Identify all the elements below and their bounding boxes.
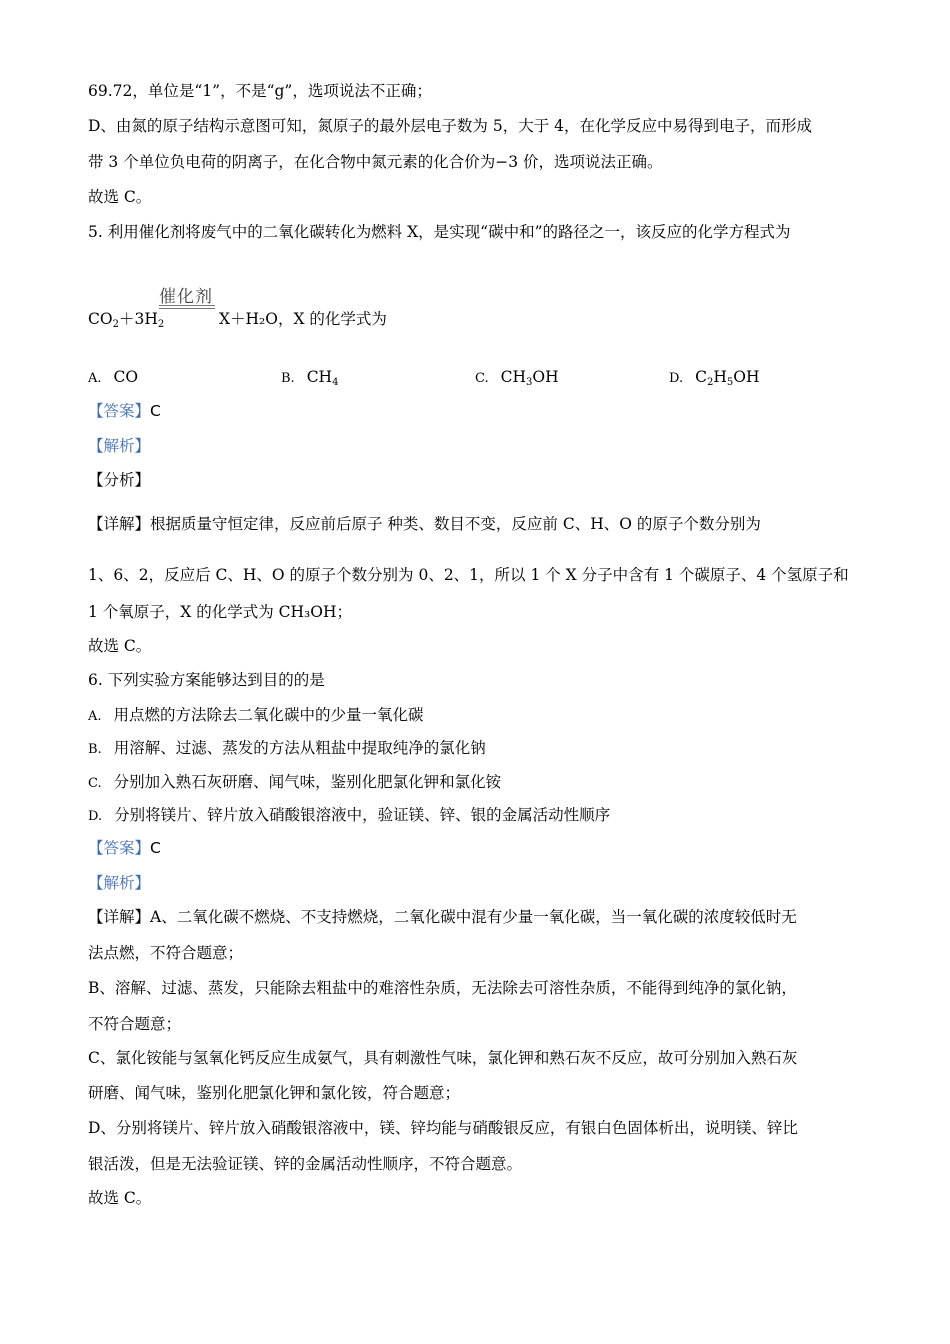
- detail-q6: D、分别将镁片、锌片放入硝酸银溶液中，镁、锌均能与硝酸银反应，有银白色固体析出，说明镁、锌比: [88, 1119, 798, 1137]
- detail-q5: 【详解】根据质量守恒定律，反应前后原子 种类、数目不变，反应前 C、H、O 的原子个数分别为: [88, 515, 761, 533]
- answer-q5: 【答案】C: [88, 402, 161, 420]
- question-6: 6. 下列实验方案能够达到目的的是: [88, 671, 325, 689]
- option-c: C. 分别加入熟石灰研磨、闻气味，鉴别化肥氯化钾和氯化铵: [88, 773, 502, 791]
- detail-q6: B、溶解、过滤、蒸发，只能除去粗盐中的难溶性杂质，无法除去可溶性杂质，不能得到纯净的氯化钠，: [88, 979, 797, 997]
- fenxi-label-q5: 【分析】: [88, 471, 151, 489]
- option-d: D. 分别将镁片、锌片放入硝酸银溶液中，验证镁、锌、银的金属活动性顺序: [88, 806, 611, 824]
- equation-left: $CO_2+3H_2$: [88, 310, 165, 330]
- option-c: C. $CH_3OH$: [475, 368, 559, 388]
- answer-q6: 【答案】C: [88, 839, 161, 857]
- equation-right: X＋H₂O，X 的化学式为: [219, 310, 387, 328]
- detail-q5: 1、6、2，反应后 C、H、O 的原子个数分别为 0、2、1，所以 1 个 X 分子中含有 1 个碳原子、4 个氢原子和: [88, 566, 849, 584]
- text-line: 69.72，单位是“1”，不是“g”，选项说法不正确；: [88, 82, 432, 100]
- detail-q5: 1 个氧原子，X 的化学式为 CH₃OH；: [88, 603, 352, 621]
- detail-q6: 银活泼，但是无法验证镁、锌的金属活动性顺序，不符合题意。: [88, 1155, 523, 1173]
- option-a: A. 用点燃的方法除去二氧化碳中的少量一氧化碳: [88, 706, 424, 724]
- detail-q6: 法点燃，不符合题意；: [88, 944, 244, 962]
- option-d: D. $C_2H_5OH$: [669, 368, 760, 388]
- text-line: D、由氮的原子结构示意图可知，氮原子的最外层电子数为 5，大于 4，在化学反应中易得到电子，而形成: [88, 117, 813, 135]
- detail-q6: 【详解】A、二氧化碳不燃烧、不支持燃烧，二氧化碳中混有少量一氧化碳，当一氧化碳的浓度较低时无: [88, 908, 797, 926]
- option-b: B. 用溶解、过滤、蒸发的方法从粗盐中提取纯净的氯化钠: [88, 739, 486, 757]
- equation-arrow-line: [159, 305, 215, 306]
- conclusion-q5: 故选 C。: [88, 637, 152, 655]
- detail-q6: 研磨、闻气味，鉴别化肥氯化钾和氯化铵，符合题意；: [88, 1084, 461, 1102]
- catalyst-label: 催化剂: [159, 287, 213, 307]
- option-a: A. CO: [88, 368, 139, 386]
- question-5: 5. 利用催化剂将废气中的二氧化碳转化为燃料 X，是实现“碳中和”的路径之一，该反应的化学方程式为: [88, 223, 791, 241]
- detail-q6: C、氯化铵能与氢氧化钙反应生成氨气，具有刺激性气味，氯化钾和熟石灰不反应，故可分别加入熟石灰: [88, 1049, 798, 1067]
- text-line: 带 3 个单位负电荷的阴离子，在化合物中氮元素的化合价为−3 价，选项说法正确。: [88, 153, 663, 171]
- detail-q6: 不符合题意；: [88, 1015, 182, 1033]
- conclusion-line: 故选 C。: [88, 188, 152, 206]
- conclusion-q6: 故选 C。: [88, 1189, 152, 1207]
- analysis-label-q6: 【解析】: [88, 874, 151, 892]
- analysis-label-q5: 【解析】: [88, 437, 151, 455]
- option-b: B. $CH_4$: [281, 368, 339, 388]
